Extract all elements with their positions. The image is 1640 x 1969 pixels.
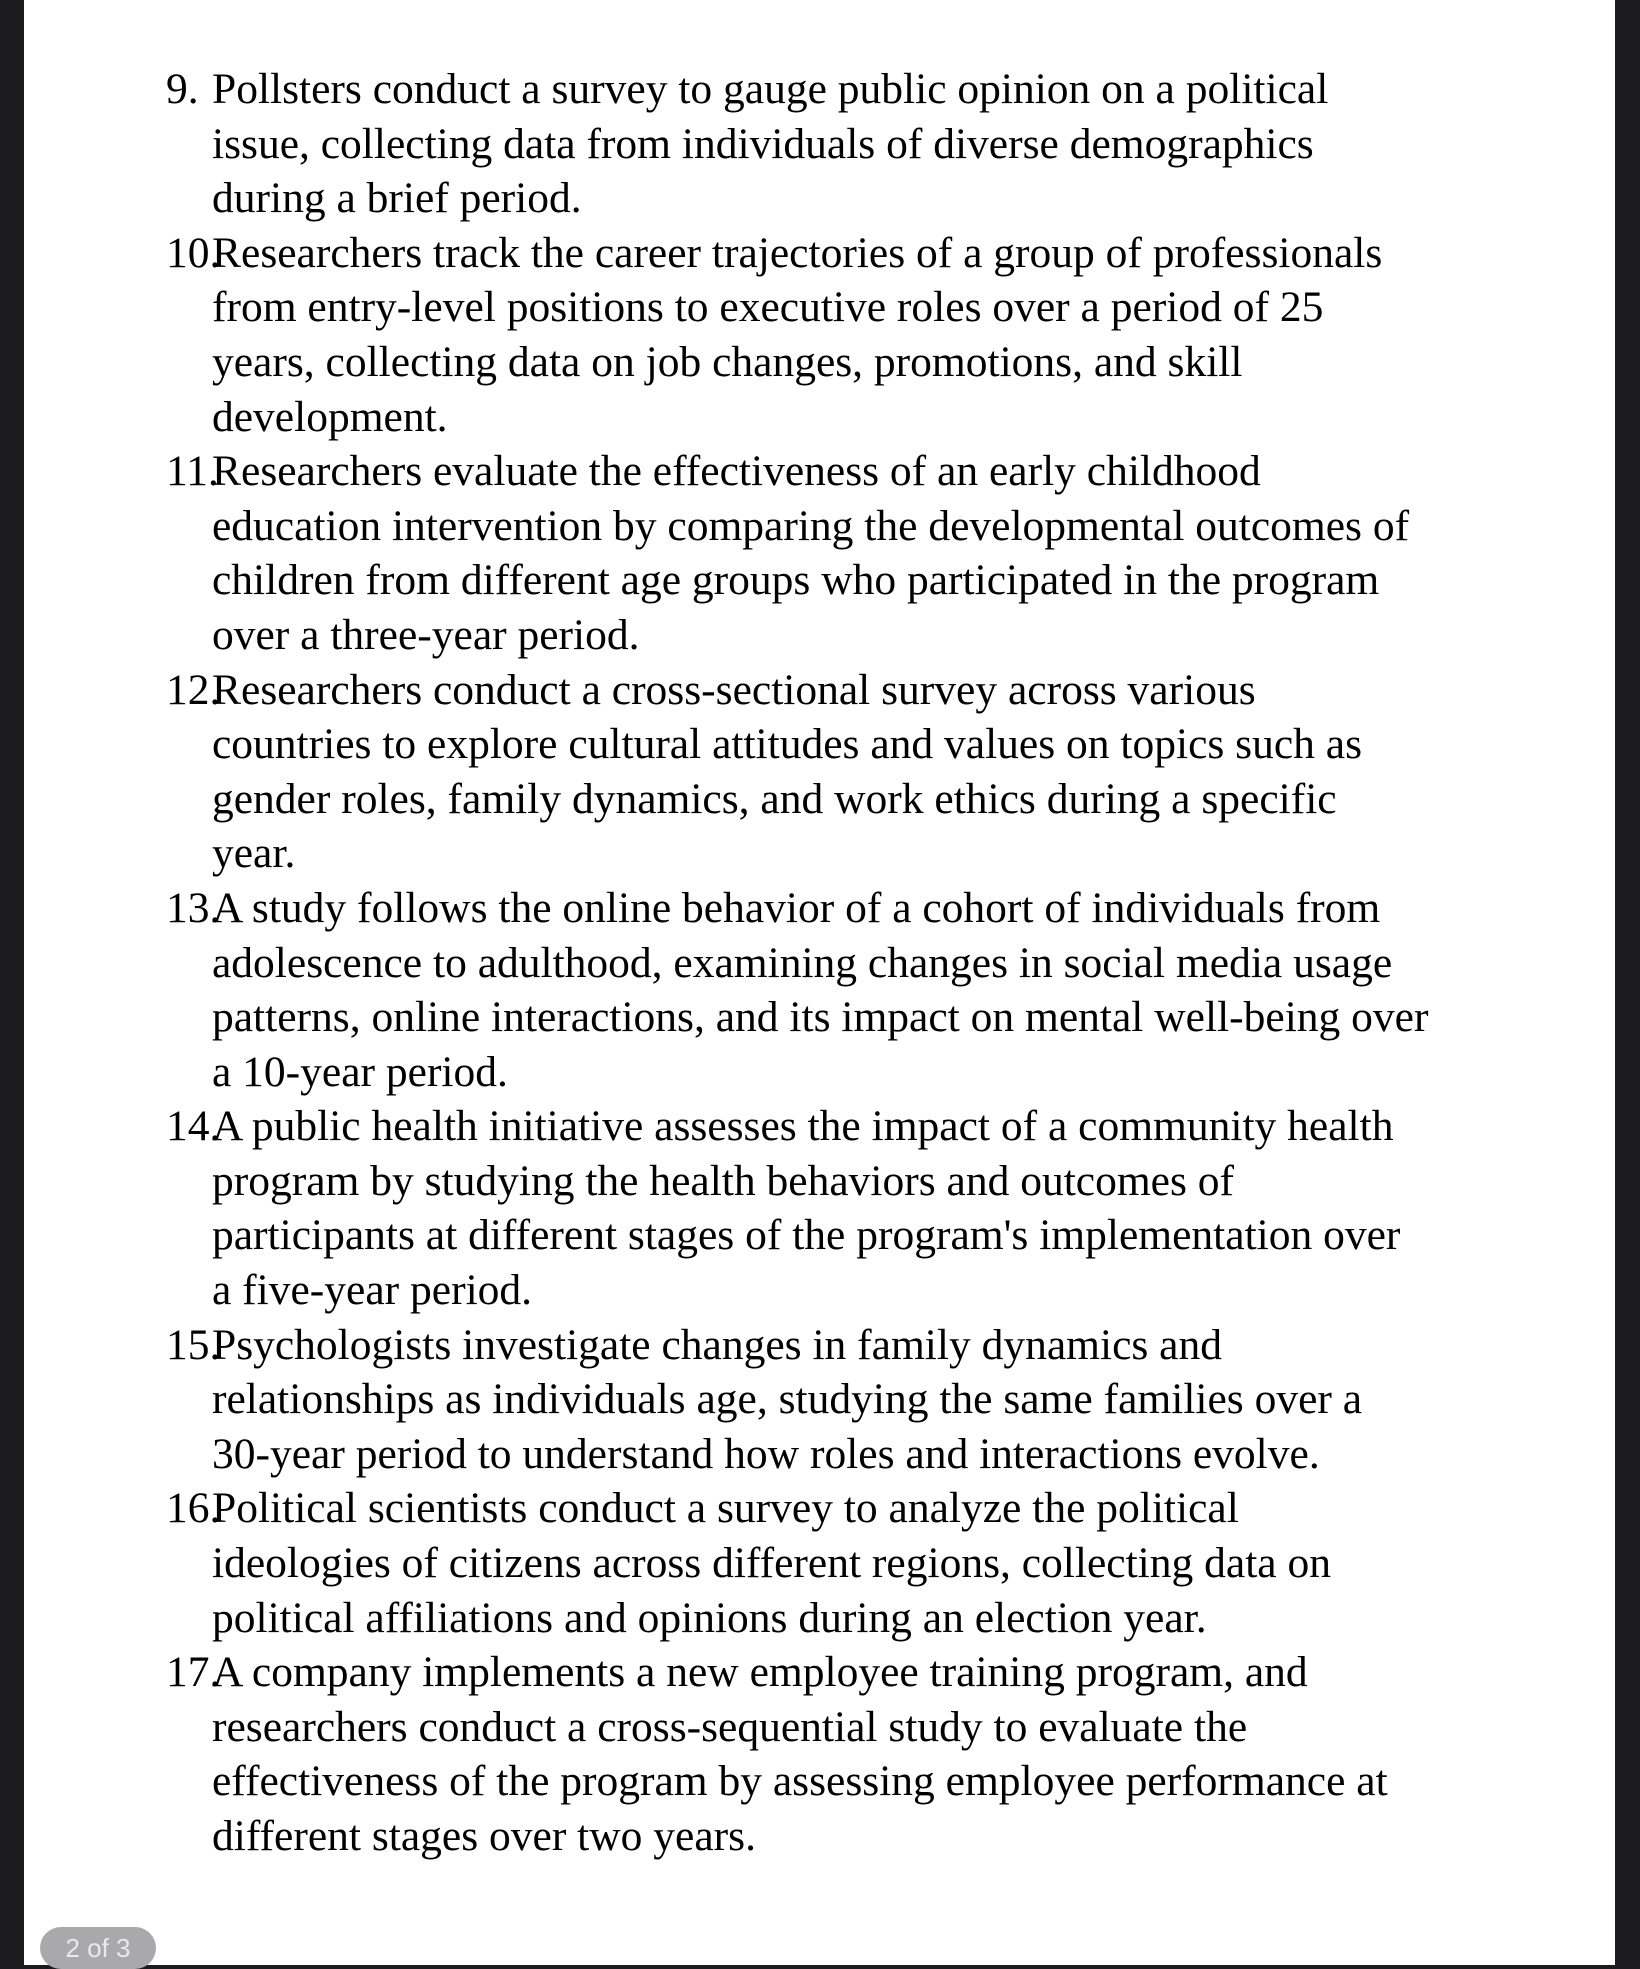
question-text-line: relationships as individuals age, studying the same families over a	[212, 1375, 1363, 1424]
question-item: 13. A study follows the online behavior of a cohort of individuals from adolescence to adulthood, examining changes in social media usage patterns, online interactions, and its impact on mental well-being over a 10-year period.	[24, 881, 1582, 1099]
question-item: 10. Researchers track the career trajectories of a group of professionals from entry-level positions to executive roles over a period of 25 years, collecting data on job changes, promotions, and skill development.	[24, 226, 1582, 444]
question-item: 16. Political scientists conduct a survey to analyze the political ideologies of citizens across different regions, collecting data on political affiliations and opinions during an election year.	[24, 1481, 1582, 1645]
question-text-line: political affiliations and opinions during an election year.	[212, 1593, 1207, 1642]
question-item: 9. Pollsters conduct a survey to gauge public opinion on a political issue, collecting data from individuals of diverse demographics during a brief period.	[24, 62, 1582, 226]
question-text	[212, 881, 1582, 1099]
question-text	[212, 663, 1582, 881]
question-text-line: different stages over two years.	[212, 1812, 756, 1860]
question-text	[212, 226, 1582, 444]
question-text-line: education intervention by comparing the developmental outcomes of	[212, 501, 1410, 550]
question-text	[212, 1645, 1582, 1863]
question-text-line: 30-year period to understand how roles and interactions evolve.	[212, 1429, 1320, 1478]
page-indicator: 2 of 3	[40, 1927, 156, 1969]
question-text-line: year.	[212, 829, 296, 878]
question-text-line: issue, collecting data from individuals of diverse demographics	[212, 119, 1314, 168]
document-page	[24, 0, 1615, 1965]
question-text-line: a 10-year period.	[212, 1047, 508, 1096]
question-item: 11. Researchers evaluate the effectiveness of an early childhood education intervention by comparing the developmental outcomes of children from different age groups who participated in the program over a three-year period.	[24, 444, 1582, 662]
question-item: 15. Psychologists investigate changes in family dynamics and relationships as individuals age, studying the same families over a 30-year period to understand how roles and interactions evolve.	[24, 1318, 1582, 1482]
question-text-line: over a three-year period.	[212, 610, 640, 659]
question-text-line: development.	[212, 392, 448, 441]
question-text-line: Pollsters conduct a survey to gauge public opinion on a political	[212, 65, 1329, 113]
question-text	[212, 444, 1582, 662]
question-text-line: Researchers conduct a cross-sectional survey across various	[212, 665, 1256, 714]
question-text-line: effectiveness of the program by assessing employee performance at	[212, 1757, 1388, 1806]
question-text-line: gender roles, family dynamics, and work ethics during a specific	[212, 774, 1337, 823]
question-text-line: years, collecting data on job changes, promotions, and skill	[212, 337, 1243, 386]
question-text	[212, 62, 1582, 226]
question-text-line: Psychologists investigate changes in family dynamics and	[212, 1320, 1222, 1369]
question-text-line: during a brief period.	[212, 174, 582, 223]
question-item: 12. Researchers conduct a cross-sectional survey across various countries to explore cultural attitudes and values on topics such as gender roles, family dynamics, and work ethics during a specific year.	[24, 663, 1582, 881]
question-text-line: a five-year period.	[212, 1266, 533, 1315]
question-text-line: A study follows the online behavior of a cohort of individuals from	[212, 883, 1381, 932]
question-text-line: program by studying the health behaviors and outcomes of	[212, 1156, 1235, 1205]
question-text-line: Political scientists conduct a survey to analyze the political	[212, 1484, 1239, 1533]
question-item: 14. A public health initiative assesses the impact of a community health program by studying the health behaviors and outcomes of participants at different stages of the program's implementation over a five-year period.	[24, 1099, 1582, 1317]
question-text-line: children from different age groups who participated in the program	[212, 556, 1380, 605]
question-text-line: participants at different stages of the program's implementation over	[212, 1211, 1401, 1260]
question-text-line: adolescence to adulthood, examining changes in social media usage	[212, 938, 1393, 987]
question-text-line: Researchers track the career trajectories of a group of professionals	[212, 228, 1383, 277]
question-text	[212, 1099, 1582, 1317]
question-text	[212, 1318, 1582, 1482]
question-item: 17. A company implements a new employee training program, and researchers conduct a cross-sequential study to evaluate the effectiveness of the program by assessing employee performance at different stages over two years.	[24, 1645, 1582, 1863]
question-text-line: countries to explore cultural attitudes and values on topics such as	[212, 720, 1363, 769]
question-text-line: researchers conduct a cross-sequential study to evaluate the	[212, 1702, 1248, 1751]
question-text-line: ideologies of citizens across different regions, collecting data on	[212, 1539, 1331, 1588]
question-text	[212, 1481, 1582, 1645]
question-text-line: A company implements a new employee training program, and	[212, 1648, 1308, 1697]
question-list	[24, 62, 1615, 1864]
question-text-line: Researchers evaluate the effectiveness of an early childhood	[212, 447, 1261, 496]
question-text-line: from entry-level positions to executive roles over a period of 25	[212, 283, 1324, 332]
question-text-line: A public health initiative assesses the impact of a community health	[212, 1102, 1394, 1151]
question-text-line: patterns, online interactions, and its impact on mental well-being over	[212, 993, 1429, 1042]
